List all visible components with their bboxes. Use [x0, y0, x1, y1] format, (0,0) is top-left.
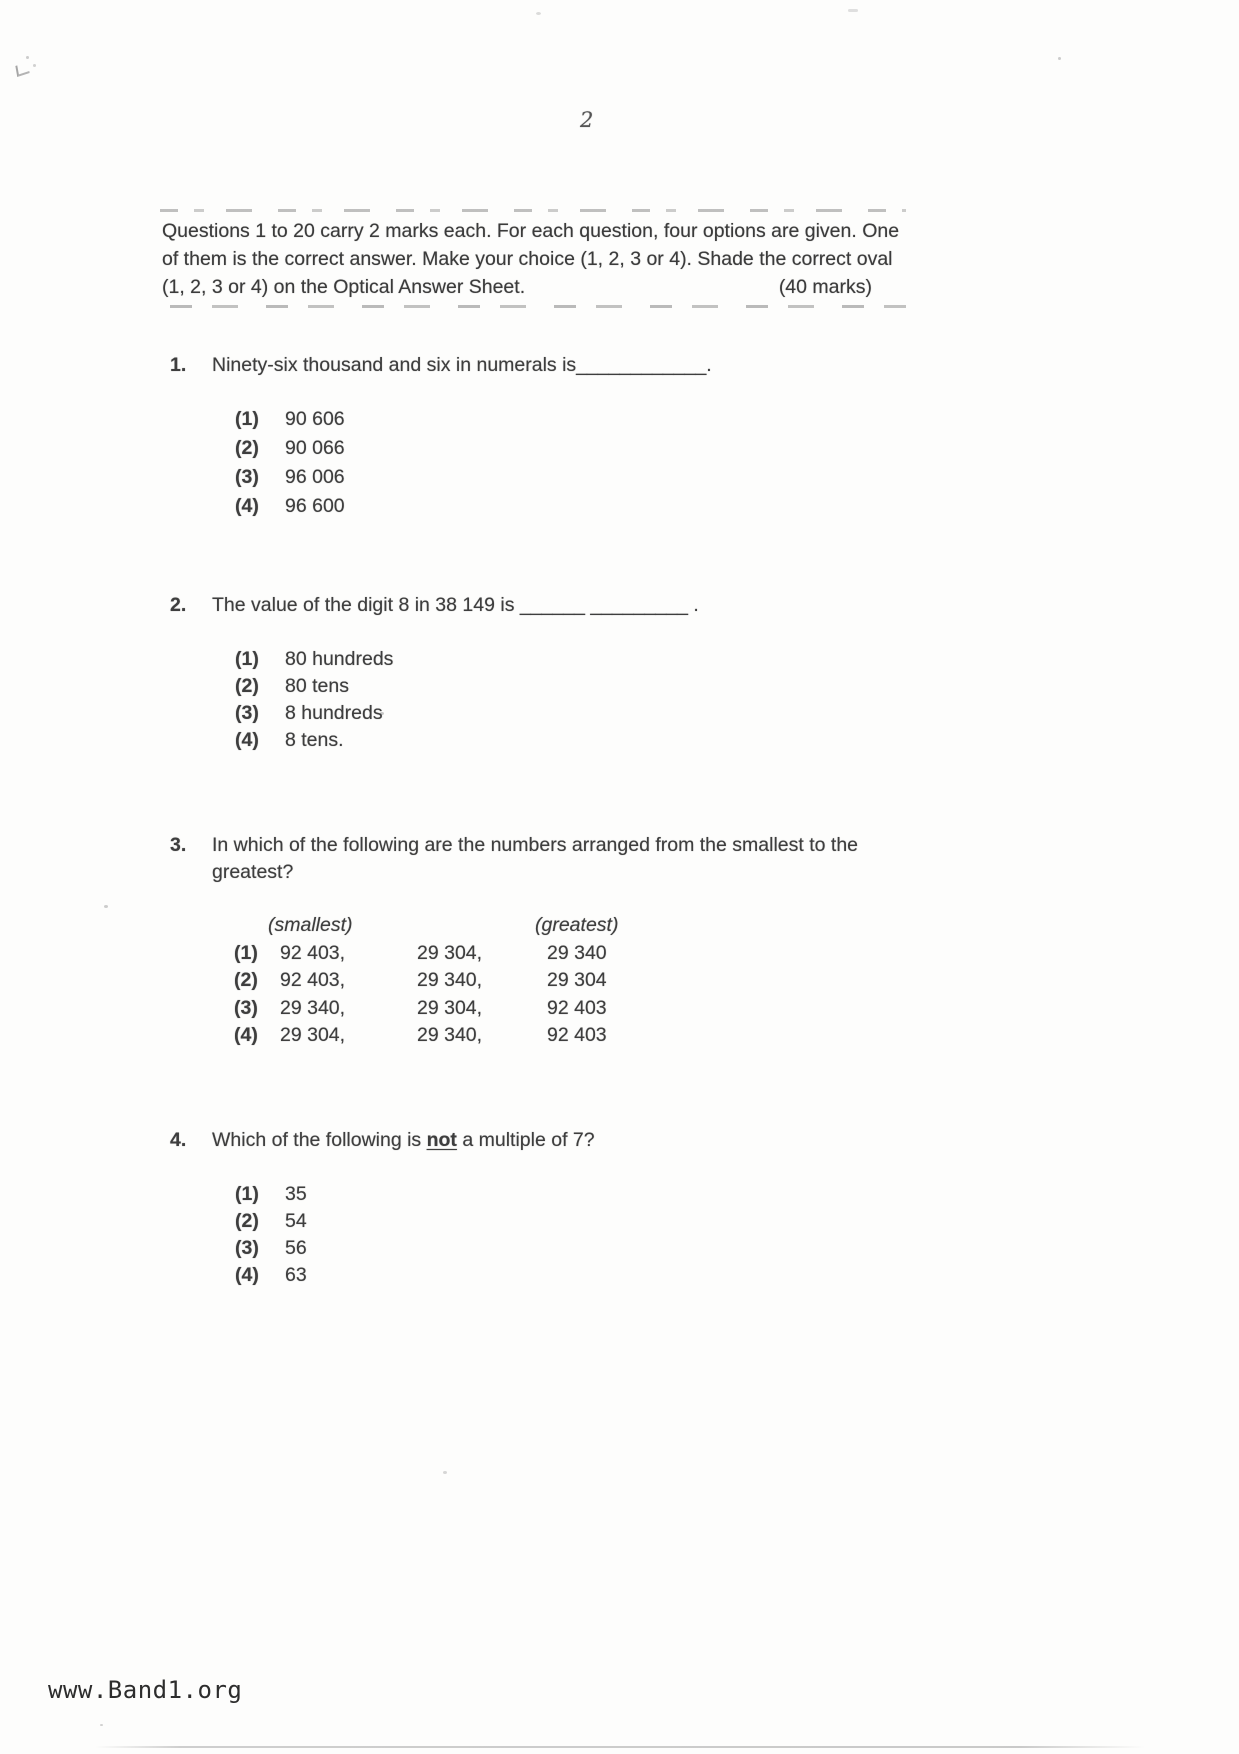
option-text: 63: [285, 1264, 307, 1286]
option-text: 96 600: [285, 495, 345, 517]
scan-mark: [15, 62, 29, 77]
instructions-text: [160, 212, 906, 305]
scan-speck: [848, 9, 858, 12]
option-label: (4): [235, 495, 259, 517]
instructions-line-2: of them is the correct answer. Make your choice (1, 2, 3 or 4). Shade the correct oval: [162, 248, 893, 270]
question-1-number: 1.: [170, 354, 187, 376]
option-row: [235, 700, 910, 727]
option-label: (2): [235, 675, 259, 697]
option-label: (3): [235, 702, 259, 724]
option-label: (4): [234, 1024, 258, 1046]
instructions-top-rule: [160, 209, 906, 212]
option-label: (1): [235, 408, 259, 430]
table-cell: 29 304: [547, 969, 607, 991]
option-label: (1): [235, 648, 259, 670]
marks-label: (40 marks): [778, 276, 872, 298]
option-label: (3): [235, 466, 259, 488]
question-2: [170, 592, 910, 754]
option-text: 80 tens: [285, 675, 349, 697]
question-2-body: [212, 592, 910, 754]
question-4-stem: [212, 1127, 910, 1154]
option-label: (2): [234, 969, 258, 991]
instructions-bottom-rule: [160, 305, 906, 308]
question-1-body: [212, 352, 910, 521]
scan-speck: [536, 12, 541, 15]
table-cell: 29 340: [547, 941, 607, 964]
table-cell: 92 403: [547, 1024, 607, 1046]
table-cell: 92 403,: [280, 941, 346, 964]
column-header-smallest: (smallest): [268, 914, 353, 936]
table-cell: 29 304,: [417, 996, 483, 1019]
option-label: (4): [235, 729, 259, 751]
question-3: [170, 832, 910, 1050]
instructions-line-1: Questions 1 to 20 carry 2 marks each. For each question, four options are given. One: [162, 220, 900, 242]
option-label: (1): [235, 1183, 259, 1205]
question-3-body: [212, 832, 910, 1050]
option-text: 90 066: [285, 437, 345, 459]
question-1-options: [235, 405, 910, 521]
question-3-stem-line-1: In which of the following are the numbers arranged from the smallest to the: [212, 834, 859, 856]
option-text: 54: [285, 1210, 307, 1232]
question-2-stem: The value of the digit 8 in 38 149 is ______ _________ .: [212, 594, 699, 616]
option-row: [235, 405, 910, 434]
question-1-stem: Ninety-six thousand and six in numerals is____________.: [212, 354, 712, 376]
option-label: (3): [234, 996, 258, 1019]
question-2-options: [235, 646, 910, 754]
instructions-line-3: [162, 273, 906, 301]
table-cell: 29 304,: [417, 941, 483, 964]
question-1: [170, 352, 910, 521]
option-text: 80 hundreds: [285, 648, 394, 670]
option-row: [235, 434, 910, 463]
option-text: 8 hundreds: [285, 702, 383, 724]
instructions-box: [160, 209, 906, 308]
option-row: [235, 1262, 910, 1289]
option-label: (3): [235, 1237, 259, 1259]
option-text: 90 606: [285, 408, 345, 430]
option-label: (2): [235, 437, 259, 459]
option-row: [235, 463, 910, 492]
option-row: [235, 1208, 910, 1235]
question-3-number: 3.: [170, 834, 187, 856]
scan-speck: [26, 56, 29, 59]
column-header-greatest: (greatest): [535, 914, 619, 936]
table-cell: 29 340,: [417, 969, 483, 991]
question-3-number-table: [234, 912, 910, 1050]
option-label: (2): [235, 1210, 259, 1232]
option-row: [235, 1235, 910, 1262]
question-4-body: [212, 1127, 910, 1289]
question-4-options: [235, 1181, 910, 1289]
question-4-stem-post: a multiple of 7?: [456, 1129, 595, 1151]
scan-speck: [100, 1724, 103, 1726]
question-4-stem-pre: Which of the following is: [212, 1129, 427, 1151]
question-4: [170, 1127, 910, 1289]
option-label: (4): [235, 1264, 259, 1286]
option-text: 56: [285, 1237, 307, 1259]
option-row: [235, 492, 910, 521]
question-4-number: 4.: [170, 1129, 187, 1151]
option-row: [235, 646, 910, 673]
scan-speck: [104, 905, 108, 908]
option-row: [235, 673, 910, 700]
question-4-stem-emphasis: not: [426, 1129, 457, 1151]
table-cell: 92 403: [547, 996, 607, 1019]
question-3-stem-line-2: greatest?: [212, 861, 294, 883]
option-text: 35: [285, 1183, 307, 1205]
option-text: 8 tens.: [285, 729, 344, 751]
question-2-number: 2.: [170, 594, 187, 616]
page-number: 2: [580, 108, 594, 132]
table-cell: 92 403,: [280, 969, 346, 991]
table-spacer: [417, 912, 547, 940]
scan-speck: [443, 1471, 447, 1474]
footer-watermark-url: www.Band1.org: [48, 1676, 243, 1704]
option-row: [235, 727, 910, 754]
option-row: [235, 1181, 910, 1208]
scan-bottom-edge: [95, 1746, 1145, 1748]
scan-speck: [1058, 57, 1061, 60]
option-text: 96 006: [285, 466, 345, 488]
table-cell: 29 340,: [417, 1024, 483, 1046]
option-label: (1): [234, 941, 258, 964]
table-cell: 29 304,: [280, 1024, 346, 1046]
table-cell: 29 340,: [280, 996, 346, 1019]
scan-speck: [33, 64, 36, 67]
instructions-line-3-text: (1, 2, 3 or 4) on the Optical Answer Sheet.: [162, 276, 526, 298]
